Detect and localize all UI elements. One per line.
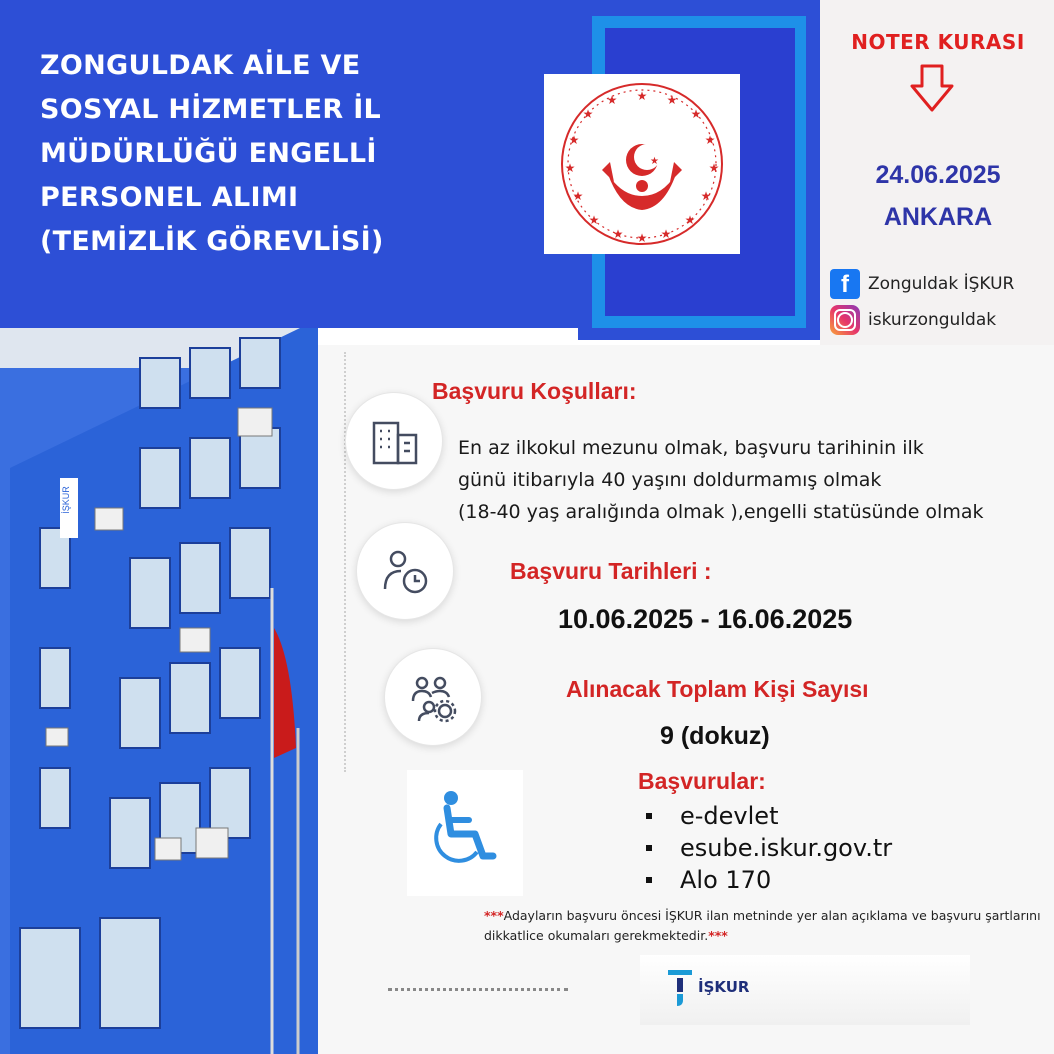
svg-text:★: ★ [660,227,672,241]
svg-text:★: ★ [606,93,618,107]
building-sign: İŞKUR [61,486,71,514]
svg-text:★: ★ [612,227,624,241]
page-title: ZONGULDAK AİLE VE SOSYAL HİZMETLER İL MÜDÜRLÜĞÜ ENGELLİ PERSONEL ALIMI (TEMİZLİK GÖREVLİSİ) [40,50,384,257]
personnel-count: 9 (dokuz) [660,722,770,750]
lottery-date: 24.06.2025 [875,161,1001,189]
header-banner [0,0,590,328]
svg-text:★: ★ [588,213,600,227]
conditions-title: Başvuru Koşulları: [432,378,637,404]
svg-text:★: ★ [700,189,712,203]
svg-text:★: ★ [666,93,678,107]
svg-text:★: ★ [564,161,576,175]
facebook-link[interactable] [830,269,1014,299]
notice-text: ***Adayların başvuru öncesi İŞKUR ilan metninde yer alan açıklama ve başvuru şartlarını dikkatlice okumaları gerekmektedir.*** [484,908,1041,943]
noter-heading: NOTER KURASI [851,30,1025,54]
facebook-icon: f [830,269,860,299]
facebook-label: Zonguldak İŞKUR [868,274,1015,294]
count-title: Alınacak Toplam Kişi Sayısı [566,676,869,702]
iskur-logo-text: İŞKUR [698,978,750,996]
instagram-label: iskurzonguldak [868,310,997,330]
timeline-dots [344,352,346,772]
svg-text:★: ★ [704,133,716,147]
instagram-icon [830,305,860,335]
apply-title: Başvurular: [638,768,766,794]
svg-text:★: ★ [708,161,720,175]
person-clock-icon [356,522,454,620]
team-settings-icon [384,648,482,746]
svg-text:★: ★ [690,107,702,121]
ministry-logo [544,74,740,254]
iskur-logo [666,966,749,1008]
svg-text:★: ★ [582,107,594,121]
conditions-text: En az ilkokul mezunu olmak, başvuru tarihinin ilk günü itibarıyla 40 yaşını doldurmamış olmak (18-40 yaş aralığında olmak ),engelli statüsünde olmak [458,437,984,523]
dates-title: Başvuru Tarihleri : [510,558,712,584]
svg-text:★: ★ [572,189,584,203]
instagram-link[interactable] [830,305,996,335]
list-item: e-devlet [646,800,892,832]
svg-text:★: ★ [568,133,580,147]
wheelchair-icon [407,770,523,896]
list-item: Alo 170 [646,864,892,896]
arrow-down-icon [910,64,954,117]
list-item: esube.iskur.gov.tr [646,832,892,864]
lottery-info [830,154,1046,238]
building-photo [0,328,318,1054]
svg-text:★: ★ [684,213,696,227]
application-dates: 10.06.2025 - 16.06.2025 [558,604,853,634]
svg-text:★: ★ [650,156,659,167]
svg-text:★: ★ [636,89,648,103]
apply-channels-list [646,800,892,896]
iskur-logo-icon [666,966,694,1008]
dotted-divider [388,988,568,991]
lottery-place: ANKARA [883,203,993,231]
building-icon [345,392,443,490]
svg-text:★: ★ [636,231,648,245]
